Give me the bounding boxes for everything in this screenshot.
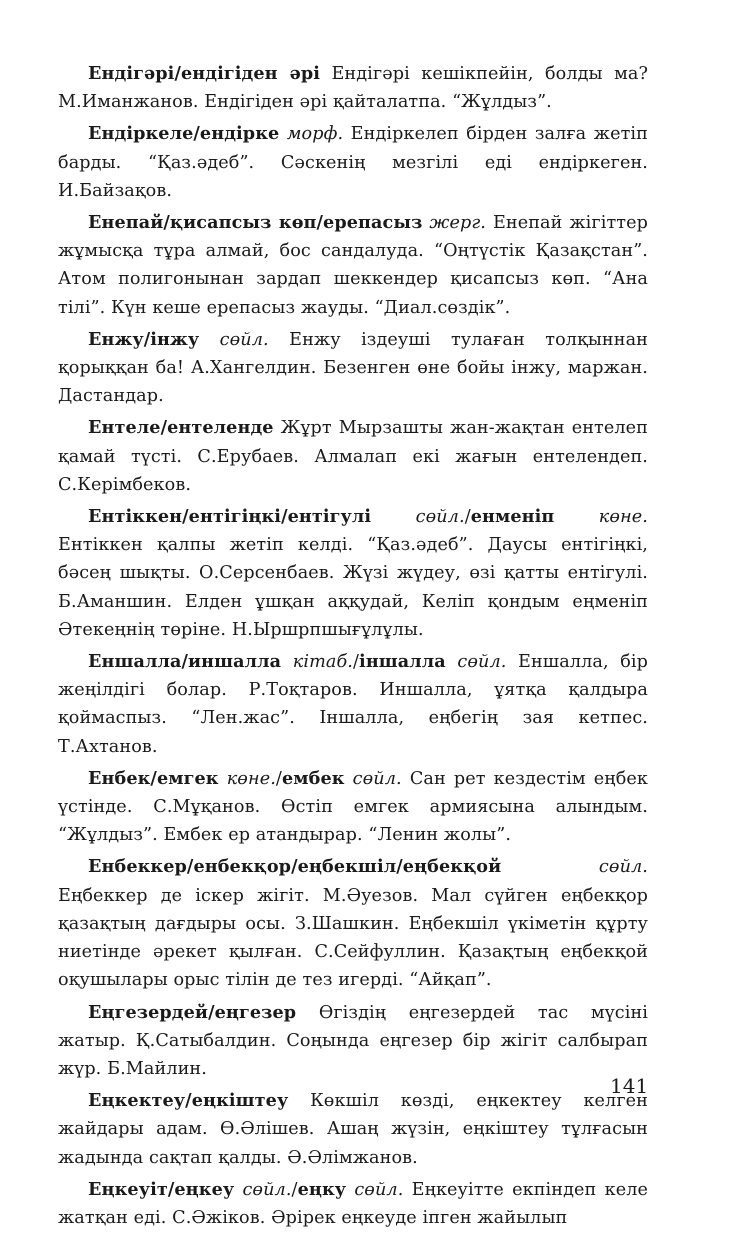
headword: Ендіркеле/ендірке xyxy=(88,123,280,145)
dictionary-entry xyxy=(58,1087,648,1172)
dictionary-entry xyxy=(58,60,648,116)
headword: Ентеле/ентеленде xyxy=(88,417,274,439)
usage-label: көне. xyxy=(598,507,648,528)
dictionary-entry xyxy=(58,120,648,205)
dictionary-entry xyxy=(58,853,648,994)
headword: Енбеккер/енбекқор/еңбекшіл/еңбекқой xyxy=(88,856,502,878)
entry-text xyxy=(234,1180,242,1200)
headword: Ендігәрі/ендігіден әрі xyxy=(88,63,321,84)
entry-text xyxy=(281,652,293,672)
dictionary-entry xyxy=(58,1176,648,1232)
usage-label: сөйл. xyxy=(354,1179,404,1200)
usage-label: сөйл. xyxy=(242,1179,292,1200)
entry-text xyxy=(446,652,458,672)
entry-text: Ендіркелеп бірден залға жетіп барды. “Қаз.әдеб”. Сәскенің мезгілі еді ендіркеген. И.Байзақов. xyxy=(58,124,648,201)
entry-text: Енжу іздеуші тулаған толқыннан қорыққан ба! А.Хангелдин. Безенген өне бойы інжу, маржан. Дастандар. xyxy=(58,329,648,407)
entry-text: / xyxy=(464,507,471,528)
headword: Енепай/қисапсыз көп/ерепасыз xyxy=(88,212,423,234)
dictionary-entry xyxy=(58,765,648,850)
dictionary-entry xyxy=(58,414,648,499)
entry-text: / xyxy=(275,768,282,789)
usage-label: кітаб. xyxy=(292,652,353,673)
usage-label: сөйл. xyxy=(598,857,648,878)
entry-text xyxy=(279,124,287,144)
entry-list xyxy=(58,60,648,1232)
usage-label: жерг. xyxy=(429,213,487,234)
entry-text: Еңбеккер де іскер жігіт. М.Әуезов. Мал сүйген еңбекқор қазақтың дағдыры осы. З.Шашкин. Еңбекшіл үкіметін құрту ниетінде әрекет қылған. С.Сейфуллин. Қазақтың еңбекқой оқушылары орыс тілін де тез игерді. “Айқап”. xyxy=(58,885,648,991)
entry-text xyxy=(371,507,415,527)
headword: іншалла xyxy=(359,651,446,673)
headword: Еншалла/иншалла xyxy=(88,651,282,673)
dictionary-entry xyxy=(58,999,648,1084)
headword: Еңкектеу/еңкіштеу xyxy=(88,1090,289,1112)
entry-text: Ентіккен қалпы жетіп келді. “Қаз.әдеб”. Даусы ентігіңкі, бәсең шықты. О.Серсенбаев. Жүзі жүдеу, өзі қатты ентігулі. Б.Аманшин. Елден ұшқан аққудай, Келіп қондым еңменіп Әтекеңнің төріне. Н.Ыршрпшығұлұлы. xyxy=(58,535,648,640)
entry-text: Жұрт Мырзашты жан-жақтан ентелеп қамай түсті. С.Ерубаев. Алмалап екі жағын ентелендеп. С.Керімбеков. xyxy=(58,418,648,495)
usage-label: сөйл. xyxy=(415,507,465,528)
entry-text: Сан рет кездестім еңбек үстінде. С.Мұқанов. Өстіп емгек армиясына алындым. “Жұлдыз”. Ембек ер атандырар. “Ленин жолы”. xyxy=(58,768,648,846)
usage-label: сөйл. xyxy=(219,329,269,350)
headword: Еңгезердей/еңгезер xyxy=(88,1001,297,1023)
page-number: 141 xyxy=(610,1074,649,1098)
dictionary-entry xyxy=(58,209,648,322)
entry-text xyxy=(554,507,598,527)
headword: Енбек/емгек xyxy=(88,767,219,789)
headword: еңку xyxy=(297,1178,347,1200)
dictionary-entry xyxy=(58,503,648,644)
headword: Енжу/інжу xyxy=(88,328,200,350)
headword: енменіп xyxy=(470,506,555,528)
entry-text: Еңкеуітте екпіндеп келе жатқан еді. С.Әжіков. Әрірек еңкеуде іпген жайылып xyxy=(58,1179,648,1228)
entry-text: / xyxy=(353,652,360,673)
headword: Еңкеуіт/еңкеу xyxy=(88,1178,235,1200)
usage-label: сөйл. xyxy=(352,768,402,789)
usage-label: морф. xyxy=(286,124,344,145)
usage-label: сөйл. xyxy=(457,652,507,673)
headword: ембек xyxy=(281,767,345,789)
entry-text xyxy=(501,857,599,877)
entry-text: / xyxy=(291,1179,298,1200)
dictionary-entry xyxy=(58,648,648,761)
entry-text xyxy=(345,769,353,789)
entry-text xyxy=(346,1180,354,1200)
entry-text xyxy=(219,769,227,789)
dictionary-page xyxy=(58,60,648,1236)
entry-text: Өгіздің еңгезердей тас мүсіні жатыр. Қ.Сатыбалдин. Соңында еңгезер бір жігіт салбырап жүр. Б.Майлин. xyxy=(58,1002,648,1079)
entry-text: Енепай жігіттер жұмысқа тұра алмай, бос сандалуда. “Оңтүстік Қазақстан”. Атом полигонынан зардап шеккендер қисапсыз көп. “Ана тілі”. Күн кеше ерепасыз жауды. “Диал.сөздік”. xyxy=(58,213,648,318)
dictionary-entry xyxy=(58,326,648,411)
entry-text: Көкшіл көзді, еңкектеу келген жайдары адам. Ө.Әлішев. Ашаң жүзін, еңкіштеу тұлғасын жадында сақтап қалды. Ә.Әлімжанов. xyxy=(58,1091,648,1168)
entry-text xyxy=(199,330,219,350)
entry-text: Еншалла, бір жеңілдігі болар. Р.Тоқтаров. Иншалла, ұятқа қалдыра қоймаспыз. “Лен.жас”. Іншалла, еңбегің зая кетпес. Т.Ахтанов. xyxy=(58,652,648,757)
usage-label: көне. xyxy=(226,768,276,789)
headword: Ентіккен/ентігіңкі/ентігулі xyxy=(88,506,372,528)
entry-text: Ендігәрі кешікпейін, болды ма? М.Иманжанов. Ендігіден әрі қайталатпа. “Жұлдыз”. xyxy=(58,64,648,113)
